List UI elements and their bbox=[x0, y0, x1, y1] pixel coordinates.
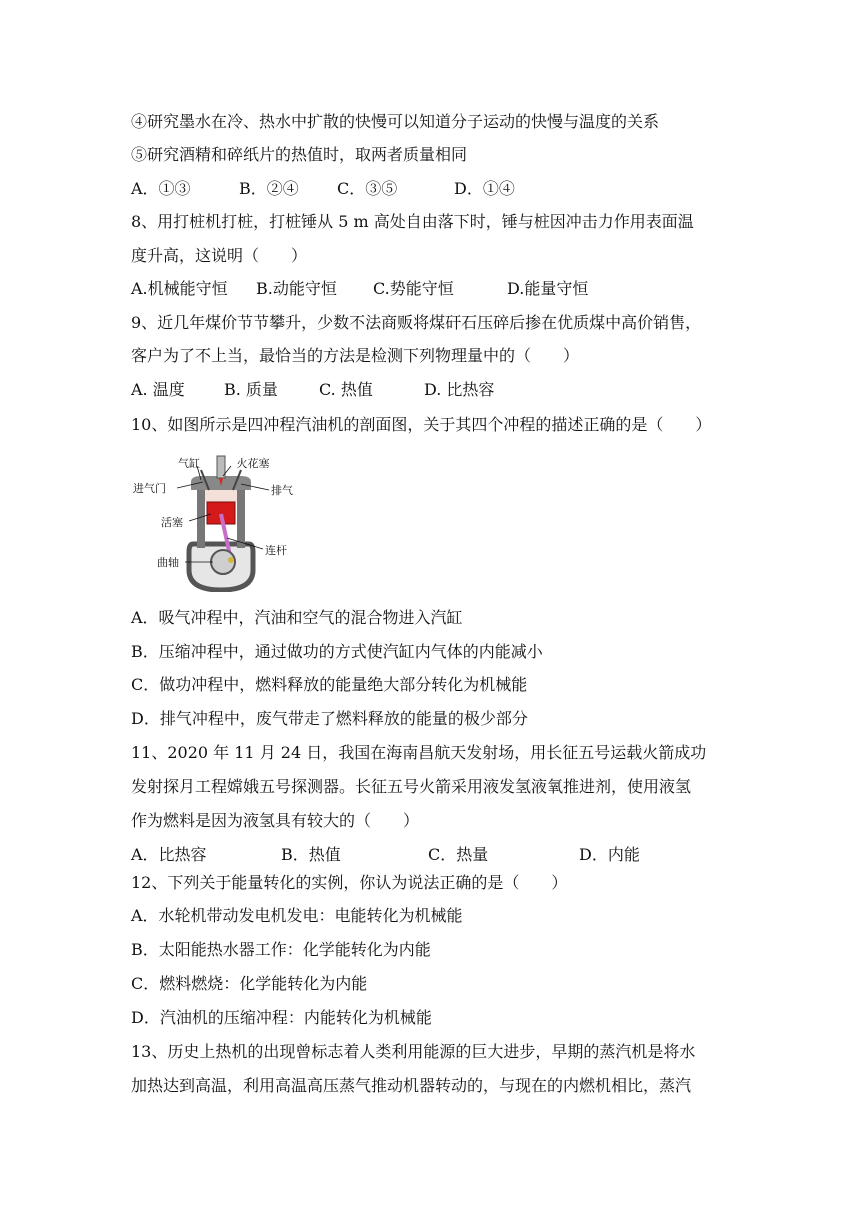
q9-option-a: A. 温度 bbox=[131, 380, 185, 399]
q7-option-c: C．③⑤ bbox=[337, 179, 398, 198]
label-exhaust: 排气 bbox=[271, 484, 293, 497]
q12-option-a: A．水轮机带动发电机发电：电能转化为机械能 bbox=[131, 906, 463, 925]
combustion-chamber bbox=[205, 490, 237, 502]
q7-option-d: D．①④ bbox=[454, 179, 515, 198]
q11-line-2: 发射探月工程嫦娥五号探测器。长征五号火箭采用液发氢液氧推进剂，使用液氢 bbox=[131, 777, 692, 796]
q12-option-b: B．太阳能热水器工作：化学能转化为内能 bbox=[131, 940, 431, 959]
label-crankshaft: 曲轴 bbox=[157, 556, 179, 569]
q9-option-d: D. 比热容 bbox=[424, 380, 495, 399]
q12-option-d: D．汽油机的压缩冲程：内能转化为机械能 bbox=[131, 1008, 432, 1027]
q9-option-c: C. 热值 bbox=[319, 380, 373, 399]
q11-option-b: B．热值 bbox=[281, 845, 341, 864]
q10-line-1: 10、如图所示是四冲程汽油机的剖面图，关于其四个冲程的描述正确的是（ ） bbox=[131, 415, 712, 434]
q11-option-c: C．热量 bbox=[428, 845, 489, 864]
cylinder-wall-right bbox=[237, 490, 245, 548]
q7-statement-4: ④研究墨水在冷、热水中扩散的快慢可以知道分子运动的快慢与温度的关系 bbox=[131, 112, 660, 131]
q11-option-a: A．比热容 bbox=[131, 845, 207, 864]
q10-option-a: A．吸气冲程中，汽油和空气的混合物进入汽缸 bbox=[131, 608, 463, 627]
q13-line-1: 13、历史上热机的出现曾标志着人类利用能源的巨大进步，早期的蒸汽机是将水 bbox=[131, 1042, 696, 1061]
q8-option-b: B.动能守恒 bbox=[256, 279, 337, 298]
q8-line-2: 度升高，这说明（ ） bbox=[131, 246, 308, 265]
q7-statement-5: ⑤研究酒精和碎纸片的热值时，取两者质量相同 bbox=[131, 145, 468, 164]
label-piston: 活塞 bbox=[161, 516, 183, 529]
q11-line-3: 作为燃料是因为液氢具有较大的（ ） bbox=[131, 811, 420, 830]
label-intake: 进气门 bbox=[133, 482, 166, 495]
engine-cross-section bbox=[131, 452, 311, 592]
q12-option-c: C．燃料燃烧：化学能转化为内能 bbox=[131, 974, 368, 993]
q8-option-d: D.能量守恒 bbox=[507, 279, 589, 298]
crank-pin bbox=[228, 557, 234, 563]
q12-line-1: 12、下列关于能量转化的实例，你认为说法正确的是（ ） bbox=[131, 873, 568, 892]
q10-option-b: B．压缩冲程中，通过做功的方式使汽缸内气体的内能减小 bbox=[131, 642, 543, 661]
label-cylinder: 气缸 bbox=[178, 457, 200, 470]
q10-option-c: C．做功冲程中，燃料释放的能量绝大部分转化为机械能 bbox=[131, 675, 528, 694]
q7-option-a: A．①③ bbox=[131, 179, 191, 198]
q8-option-c: C.势能守恒 bbox=[373, 279, 454, 298]
q11-option-d: D．内能 bbox=[579, 845, 640, 864]
q8-option-a: A.机械能守恒 bbox=[131, 279, 228, 298]
q10-option-d: D．排气冲程中，废气带走了燃料释放的能量的极少部分 bbox=[131, 709, 528, 728]
q8-line-1: 8、用打桩机打桩，打桩锤从 5 m 高处自由落下时，锤与桩因冲击力作用表面温 bbox=[131, 212, 694, 231]
q13-line-2: 加热达到高温，利用高温高压蒸气推动机器转动的，与现在的内燃机相比，蒸汽 bbox=[131, 1076, 692, 1095]
q9-line-2: 客户为了不上当，最恰当的方法是检测下列物理量中的（ ） bbox=[131, 346, 580, 365]
q11-line-1: 11、2020 年 11 月 24 日，我国在海南昌航天发射场，用长征五号运载火箭成功 bbox=[131, 743, 707, 762]
label-spark-plug: 火花塞 bbox=[236, 457, 270, 470]
q9-line-1: 9、近几年煤价节节攀升，少数不法商贩将煤矸石压碎后掺在优质煤中高价销售， bbox=[131, 313, 702, 332]
label-rod: 连杆 bbox=[265, 544, 287, 557]
q9-option-b: B. 质量 bbox=[224, 380, 278, 399]
q7-option-b: B．②④ bbox=[239, 179, 299, 198]
cylinder-wall-left bbox=[197, 490, 205, 548]
engine-diagram bbox=[131, 452, 311, 592]
